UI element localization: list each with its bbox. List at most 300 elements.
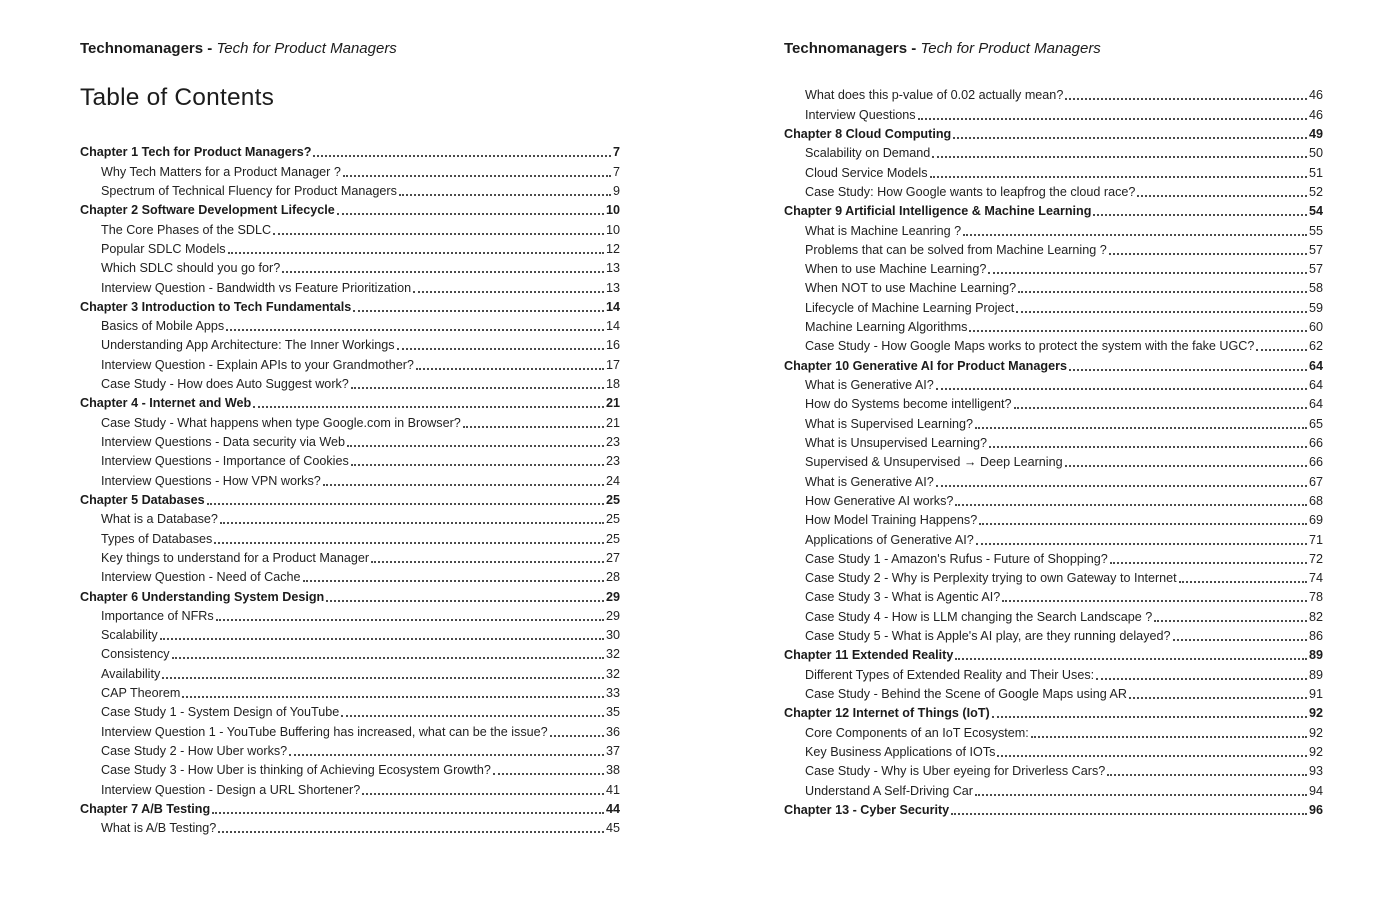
toc-entry-label: Consistency [101, 647, 170, 662]
toc-entry-page-number: 10 [605, 222, 620, 237]
toc-entry-label: Case Study - Why is Uber eyeing for Driverless Cars? [805, 764, 1106, 779]
toc-entry-label: How do Systems become intelligent? [805, 397, 1012, 412]
toc-entry-label: Problems that can be solved from Machine Learning ? [805, 242, 1107, 257]
toc-entry-label: Popular SDLC Models [101, 241, 226, 256]
toc-entry-label: Key things to understand for a Product Manager [101, 550, 370, 565]
dot-leader [351, 387, 604, 389]
toc-entry-label: Case Study 3 - What is Agentic AI? [805, 590, 1001, 605]
dot-leader [975, 427, 1307, 429]
toc-entry [80, 624, 620, 643]
brand-name: Technomanagers - [784, 40, 917, 57]
dot-leader [955, 658, 1307, 660]
toc-entry-page-number: 49 [1308, 126, 1323, 141]
toc-entry [80, 759, 620, 778]
toc-entry-page-number: 52 [1308, 184, 1323, 199]
page-header-right [784, 40, 1323, 58]
toc-entry-label: Chapter 6 Understanding System Design [80, 589, 325, 604]
toc-entry [80, 276, 620, 295]
toc-entry [80, 353, 620, 372]
page-left [80, 40, 620, 836]
toc-entry-page-number: 94 [1308, 783, 1323, 798]
toc-entry-page-number: 17 [605, 357, 620, 372]
toc-entry [784, 605, 1323, 624]
toc-entry-label: Chapter 8 Cloud Computing [784, 126, 952, 141]
toc-entry [80, 180, 620, 199]
toc-entry-page-number: 32 [605, 666, 620, 681]
dot-leader [1129, 697, 1307, 699]
toc-entry-label: Chapter 4 - Internet and Web [80, 396, 252, 411]
toc-entry-page-number: 72 [1308, 551, 1323, 566]
toc-entry [80, 296, 620, 315]
toc-entry [784, 374, 1323, 393]
toc-entry [784, 644, 1323, 663]
toc-entry [784, 451, 1323, 470]
toc-entry-page-number: 59 [1308, 300, 1323, 315]
toc-title: Table of Contents [80, 84, 275, 111]
dot-leader [992, 716, 1307, 718]
dot-leader [353, 310, 604, 312]
toc-entry [80, 218, 620, 237]
toc-entry-page-number: 67 [1308, 474, 1323, 489]
dot-leader [918, 118, 1307, 120]
toc-entry-label: Chapter 2 Software Development Lifecycle [80, 203, 335, 218]
toc-entry-label: How Generative AI works? [805, 493, 954, 508]
toc-entry-page-number: 57 [1308, 262, 1323, 277]
toc-entry [784, 683, 1323, 702]
toc-entry-label: Understanding App Architecture: The Inner Workings [101, 338, 395, 353]
toc-entry-page-number: 9 [612, 183, 620, 198]
toc-entry [80, 662, 620, 681]
toc-entry [80, 778, 620, 797]
toc-entry [784, 432, 1323, 451]
toc-entry-page-number: 91 [1308, 687, 1323, 701]
toc-entry-label: What does this p-value of 0.02 actually mean? [805, 88, 1064, 103]
dot-leader [1065, 465, 1307, 467]
toc-entry-page-number: 92 [1308, 706, 1323, 721]
toc-entry-page-number: 21 [605, 415, 620, 430]
dot-leader [371, 561, 604, 563]
toc-entry-page-number: 82 [1308, 609, 1323, 624]
toc-entry-label: Why Tech Matters for a Product Manager ? [101, 164, 341, 179]
toc-entry-page-number: 21 [605, 396, 620, 411]
book-subtitle: Tech for Product Managers [216, 40, 397, 57]
dot-leader [936, 388, 1307, 390]
toc-entry-page-number: 13 [605, 261, 620, 276]
toc-entry-page-number: 14 [605, 299, 620, 314]
dot-leader [220, 522, 604, 524]
dot-leader [351, 464, 604, 466]
toc-entry-page-number: 46 [1308, 88, 1323, 103]
toc-entry-page-number: 89 [1308, 648, 1323, 663]
dot-leader [416, 368, 604, 370]
toc-entry [784, 586, 1323, 605]
toc-entry-label: Case Study - What happens when type Google.com in Browser? [101, 415, 461, 430]
toc-entry [80, 720, 620, 739]
toc-entry-label: Interview Question - Explain APIs to your Grandmother? [101, 357, 414, 372]
toc-entry-label: When to use Machine Learning? [805, 262, 987, 277]
toc-entry-label: The Core Phases of the SDLC [101, 222, 272, 237]
toc-entry-label: Chapter 9 Artificial Intelligence & Machine Learning [784, 204, 1092, 219]
dot-leader [936, 485, 1307, 487]
toc-entry-page-number: 29 [605, 608, 620, 623]
dot-leader [951, 813, 1307, 815]
toc-entry [80, 605, 620, 624]
toc-entry [784, 412, 1323, 431]
toc-entry-label: What is a Database? [101, 512, 218, 527]
toc-entry-page-number: 74 [1308, 571, 1323, 586]
toc-entries-right [784, 84, 1323, 818]
toc-entry-label: Case Study 1 - Amazon's Rufus - Future of Shopping? [805, 551, 1108, 566]
dot-leader [160, 638, 604, 640]
toc-entry-page-number: 23 [605, 454, 620, 469]
toc-entry-label: How Model Training Happens? [805, 513, 978, 528]
dot-leader [1107, 774, 1307, 776]
toc-entry-page-number: 64 [1308, 378, 1323, 392]
toc-entry-page-number: 65 [1308, 416, 1323, 431]
toc-entry-label: Interview Questions [805, 107, 916, 122]
toc-entry-label: Applications of Generative AI? [805, 532, 974, 547]
toc-entry [784, 702, 1323, 721]
toc-entry [80, 489, 620, 508]
toc-entry-page-number: 28 [605, 570, 620, 585]
toc-entry-label: Chapter 13 - Cyber Security [784, 802, 950, 817]
toc-entry [784, 721, 1323, 740]
dot-leader [326, 600, 604, 602]
toc-entry-page-number: 89 [1308, 667, 1323, 682]
toc-entry-label: Chapter 12 Internet of Things (IoT) [784, 706, 990, 721]
toc-entry [784, 741, 1323, 760]
toc-entry [784, 490, 1323, 509]
toc-entry-label: Case Study 5 - What is Apple's AI play, are they running delayed? [805, 629, 1171, 644]
toc-entry-page-number: 25 [605, 531, 620, 546]
toc-entry-label: Different Types of Extended Reality and Their Uses: [805, 667, 1095, 682]
toc-entry [784, 548, 1323, 567]
toc-entry [80, 527, 620, 546]
toc-entry [784, 84, 1323, 103]
toc-entry [784, 161, 1323, 180]
toc-entry-label: Interview Question - Need of Cache [101, 570, 301, 585]
dot-leader [212, 812, 604, 814]
toc-entry-label: Spectrum of Technical Fluency for Product Managers [101, 183, 397, 198]
toc-entry [784, 239, 1323, 258]
dot-leader [214, 542, 604, 544]
dot-leader [969, 330, 1307, 332]
dot-leader [282, 271, 604, 273]
page-header-left [80, 40, 620, 58]
toc-entry [80, 411, 620, 430]
toc-entry-label: Chapter 1 Tech for Product Managers? [80, 145, 312, 160]
toc-entry-page-number: 78 [1308, 590, 1323, 605]
dot-leader [1109, 253, 1307, 255]
toc-entry-page-number: 18 [605, 377, 620, 392]
toc-entry [80, 817, 620, 836]
dot-leader [953, 137, 1307, 139]
dot-leader [1069, 369, 1307, 371]
toc-entry [80, 585, 620, 604]
toc-entry-page-number: 64 [1308, 358, 1323, 373]
toc-entry-label: Chapter 10 Generative AI for Product Managers [784, 358, 1067, 373]
toc-entry-label: Case Study 2 - Why is Perplexity trying to own Gateway to Internet [805, 571, 1177, 586]
dot-leader [216, 619, 604, 621]
toc-entry-page-number: 37 [605, 744, 620, 758]
dot-leader [313, 155, 611, 157]
dot-leader [273, 233, 604, 235]
toc-entry-page-number: 54 [1308, 204, 1323, 219]
toc-entry-page-number: 46 [1308, 107, 1323, 122]
toc-entry-page-number: 92 [1308, 744, 1323, 759]
toc-entry [784, 258, 1323, 277]
toc-entry [784, 181, 1323, 200]
toc-entry-page-number: 57 [1308, 242, 1323, 257]
dot-leader [976, 543, 1307, 545]
toc-entry [80, 798, 620, 817]
dot-leader [253, 406, 604, 408]
dot-leader [1179, 581, 1307, 583]
dot-leader [463, 426, 604, 428]
toc-entry-label: Case Study - How does Auto Suggest work? [101, 377, 349, 392]
toc-entry-page-number: 14 [605, 319, 620, 334]
dot-leader [1256, 349, 1307, 351]
toc-entry-label: Lifecycle of Machine Learning Project [805, 300, 1015, 315]
toc-entry [80, 141, 620, 160]
toc-entry-page-number: 24 [605, 473, 620, 488]
toc-entry-label: What is Supervised Learning? [805, 416, 974, 431]
toc-entry-page-number: 12 [605, 241, 620, 256]
toc-entry [784, 393, 1323, 412]
dot-leader [228, 252, 604, 254]
dot-leader [975, 794, 1307, 796]
dot-leader [1031, 736, 1307, 738]
dot-leader [1137, 195, 1307, 197]
dot-leader [1018, 291, 1307, 293]
toc-entry [784, 316, 1323, 335]
dot-leader [172, 657, 604, 659]
toc-entry-label: What is Unsupervised Learning? [805, 435, 988, 450]
page-right [784, 40, 1323, 818]
toc-entry-page-number: 60 [1308, 320, 1323, 335]
toc-entry-page-number: 36 [605, 724, 620, 739]
toc-entry-label: Which SDLC should you go for? [101, 261, 281, 276]
dot-leader [493, 773, 604, 775]
toc-entry [784, 296, 1323, 315]
dot-leader [989, 446, 1307, 448]
toc-entry-label: Supervised & Unsupervised → Deep Learning [805, 455, 1063, 470]
toc-entry-page-number: 41 [605, 782, 620, 797]
toc-entry-page-number: 25 [605, 512, 620, 527]
toc-entry-page-number: 7 [612, 145, 620, 160]
dot-leader [343, 175, 611, 177]
toc-entry-page-number: 55 [1308, 223, 1323, 238]
toc-entry [784, 277, 1323, 296]
dot-leader [347, 445, 604, 447]
toc-entry-page-number: 69 [1308, 513, 1323, 528]
toc-entry [784, 470, 1323, 489]
toc-entry [80, 508, 620, 527]
brand-name: Technomanagers - [80, 40, 213, 57]
toc-entry [80, 334, 620, 353]
toc-entry [784, 335, 1323, 354]
dot-leader [955, 504, 1307, 506]
dot-leader [932, 156, 1307, 158]
toc-entry-page-number: 30 [605, 628, 620, 643]
toc-entry-page-number: 68 [1308, 493, 1323, 508]
dot-leader [979, 523, 1307, 525]
toc-entry [784, 509, 1323, 528]
toc-entry-label: Interview Questions - How VPN works? [101, 473, 321, 488]
toc-entry [784, 200, 1323, 219]
toc-entry [80, 238, 620, 257]
toc-entry-label: Key Business Applications of IOTs [805, 744, 996, 759]
toc-entry-label: Chapter 3 Introduction to Tech Fundamentals [80, 299, 352, 314]
dot-leader [930, 176, 1307, 178]
dot-leader [1154, 620, 1307, 622]
toc-entry-label: Interview Question 1 - YouTube Buffering has increased, what can be the issue? [101, 724, 548, 739]
toc-entry [80, 373, 620, 392]
toc-entry-page-number: 25 [605, 492, 620, 507]
toc-entry-label: Interview Questions - Data security via Web [101, 435, 346, 449]
toc-entry [80, 740, 620, 759]
dot-leader [413, 291, 604, 293]
toc-entry-page-number: 62 [1308, 339, 1323, 354]
toc-entry-label: Scalability on Demand [805, 146, 931, 161]
toc-entry-label: Core Components of an IoT Ecosystem: [805, 725, 1029, 740]
toc-entry-page-number: 16 [605, 338, 620, 353]
toc-entry-page-number: 33 [605, 686, 620, 701]
book-subtitle: Tech for Product Managers [920, 40, 1101, 57]
toc-entry [80, 450, 620, 469]
dot-leader [988, 272, 1307, 274]
toc-entry-page-number: 35 [605, 705, 620, 720]
toc-entry-label: Cloud Service Models [805, 165, 928, 180]
toc-entry [784, 760, 1323, 779]
dot-leader [337, 213, 604, 215]
dot-leader [1016, 311, 1307, 313]
dot-leader [399, 194, 611, 196]
toc-entry-page-number: 45 [605, 821, 620, 836]
dot-leader [323, 484, 604, 486]
dot-leader [362, 793, 604, 795]
toc-entry-label: Understand A Self-Driving Car [805, 783, 973, 798]
toc-entry-page-number: 86 [1308, 629, 1323, 644]
toc-entry-label: Interview Questions - Importance of Cookies [101, 454, 349, 469]
toc-entry-label: Chapter 5 Databases [80, 492, 205, 507]
toc-entry-label: Machine Learning Algorithms [805, 320, 968, 335]
toc-entry [80, 643, 620, 662]
toc-entry-page-number: 64 [1308, 397, 1323, 412]
toc-entry [784, 779, 1323, 798]
toc-entry-label: Case Study - Behind the Scene of Google Maps using AR [805, 687, 1128, 701]
toc-entry-page-number: 71 [1308, 532, 1323, 547]
toc-entry-page-number: 66 [1308, 435, 1323, 450]
dot-leader [1110, 562, 1307, 564]
toc-entry [784, 123, 1323, 142]
dot-leader [550, 735, 604, 737]
dot-leader [963, 234, 1307, 236]
dot-leader [226, 329, 604, 331]
toc-entry [784, 142, 1323, 161]
toc-entry-page-number: 23 [605, 435, 620, 449]
toc-entry [784, 528, 1323, 547]
dot-leader [218, 831, 604, 833]
dot-leader [1065, 98, 1307, 100]
toc-entry-label: Case Study - How Google Maps works to protect the system with the fake UGC? [805, 339, 1255, 354]
toc-entry [784, 354, 1323, 373]
toc-entry-page-number: 51 [1308, 165, 1323, 180]
toc-entry-page-number: 93 [1308, 764, 1323, 779]
toc-entry [80, 566, 620, 585]
toc-entry-label: Case Study 4 - How is LLM changing the Search Landscape ? [805, 609, 1153, 624]
dot-leader [289, 754, 604, 756]
toc-entry-label: What is Generative AI? [805, 378, 934, 392]
toc-entry-label: What is Generative AI? [805, 474, 934, 489]
toc-entry-label: Basics of Mobile Apps [101, 319, 225, 334]
toc-entry-page-number: 44 [605, 801, 620, 816]
toc-entry [784, 625, 1323, 644]
toc-entry-label: Chapter 7 A/B Testing [80, 801, 211, 816]
toc-entry-page-number: 27 [605, 550, 620, 565]
dot-leader [207, 503, 604, 505]
dot-leader [341, 715, 604, 717]
toc-entries-left [80, 141, 620, 836]
dot-leader [1002, 600, 1307, 602]
dot-leader [1093, 214, 1307, 216]
toc-entry-page-number: 96 [1308, 802, 1323, 817]
toc-entry [784, 799, 1323, 818]
toc-entry [80, 547, 620, 566]
toc-entry-page-number: 10 [605, 203, 620, 218]
toc-entry [80, 199, 620, 218]
toc-entry-page-number: 29 [605, 589, 620, 604]
toc-entry [80, 392, 620, 411]
toc-entry-page-number: 66 [1308, 455, 1323, 470]
dot-leader [997, 755, 1307, 757]
toc-entry [80, 160, 620, 179]
toc-entry-page-number: 32 [605, 647, 620, 662]
dot-leader [397, 348, 604, 350]
toc-entry-page-number: 50 [1308, 146, 1323, 161]
dot-leader [1096, 678, 1307, 680]
toc-entry-label: Case Study 1 - System Design of YouTube [101, 705, 340, 720]
toc-entry-label: Scalability [101, 628, 158, 643]
toc-entry [80, 257, 620, 276]
toc-entry-page-number: 7 [612, 164, 620, 179]
toc-entry-label: When NOT to use Machine Learning? [805, 281, 1017, 296]
toc-entry-label: Interview Question - Bandwidth vs Feature Prioritization [101, 280, 412, 295]
toc-entry-label: Case Study 2 - How Uber works? [101, 744, 288, 758]
toc-entry [784, 219, 1323, 238]
dot-leader [303, 580, 604, 582]
toc-entry [80, 701, 620, 720]
toc-entry [80, 682, 620, 701]
toc-entry-label: CAP Theorem [101, 686, 181, 701]
toc-entry-page-number: 13 [605, 280, 620, 295]
toc-entry [80, 431, 620, 450]
toc-entry-page-number: 92 [1308, 725, 1323, 740]
toc-entry-label: What is A/B Testing? [101, 821, 217, 836]
toc-entry [784, 567, 1323, 586]
toc-entry-page-number: 58 [1308, 281, 1323, 296]
toc-entry-label: Availability [101, 666, 161, 681]
toc-entry-label: Chapter 11 Extended Reality [784, 648, 954, 663]
toc-entry-label: Case Study 3 - How Uber is thinking of Achieving Ecosystem Growth? [101, 763, 491, 778]
toc-entry [784, 663, 1323, 682]
toc-entry [80, 469, 620, 488]
dot-leader [162, 677, 604, 679]
toc-entry-label: Interview Question - Design a URL Shortener? [101, 782, 361, 797]
dot-leader [1173, 639, 1307, 641]
toc-entry [784, 103, 1323, 122]
toc-entry-label: Types of Databases [101, 531, 213, 546]
